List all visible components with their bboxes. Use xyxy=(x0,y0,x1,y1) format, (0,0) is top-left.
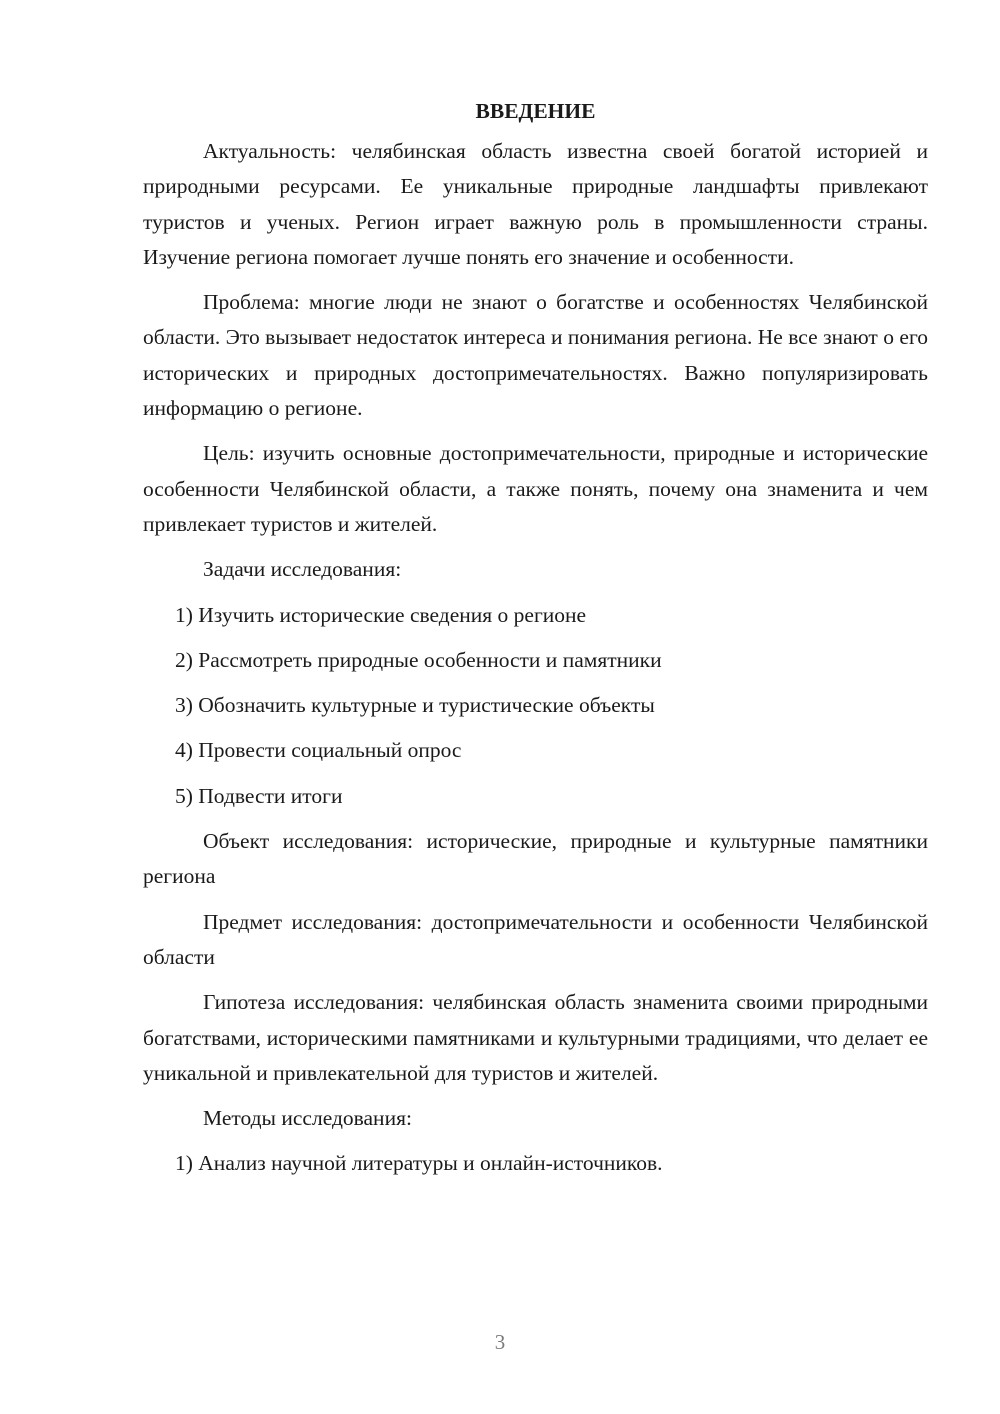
relevance-paragraph: Актуальность: челябинская область известна своей богатой историей и природными ресурсами. Ее уникальные природные ландшафты привлекают туристов и ученых. Регион играет важную роль в промышленности страны. Изучение региона помогает лучше понять его значение и особенности. xyxy=(143,139,928,269)
methods-heading: Методы исследования: xyxy=(203,1106,412,1131)
list-item: 1) Анализ научной литературы и онлайн-источников. xyxy=(175,1151,663,1176)
hypothesis-paragraph: Гипотеза исследования: челябинская область знаменита своими природными богатствами, историческими памятниками и культурными традициями, что делает ее уникальной и привлекательной для туристов и жителей. xyxy=(143,990,928,1085)
list-item: 2) Рассмотреть природные особенности и памятники xyxy=(175,647,662,672)
list-item: 1) Изучить исторические сведения о регионе xyxy=(175,602,587,627)
page-body xyxy=(143,92,928,1192)
list-item: 3) Обозначить культурные и туристические объекты xyxy=(175,693,655,718)
page-title: ВВЕДЕНИЕ xyxy=(475,99,596,123)
page-number: 3 xyxy=(494,1330,506,1354)
goal-paragraph: Цель: изучить основные достопримечательности, природные и исторические особенности Челябинской области, а также понять, почему она знаменита и чем привлекает туристов и жителей. xyxy=(143,441,928,536)
list-item: 4) Провести социальный опрос xyxy=(175,738,462,763)
subject-paragraph: Предмет исследования: достопримечательности и особенности Челябинской области xyxy=(143,909,928,969)
object-paragraph: Объект исследования: исторические, природные и культурные памятники региона xyxy=(143,829,928,889)
tasks-list xyxy=(143,598,928,814)
tasks-heading: Задачи исследования: xyxy=(203,557,402,582)
methods-list xyxy=(143,1146,928,1181)
problem-paragraph: Проблема: многие люди не знают о богатстве и особенностях Челябинской области. Это вызывает недостаток интереса и понимания региона. Не все знают о его исторических и природных достопримечательностях. Важно популяризировать информацию о регионе. xyxy=(143,290,928,421)
list-item: 5) Подвести итоги xyxy=(175,783,343,808)
